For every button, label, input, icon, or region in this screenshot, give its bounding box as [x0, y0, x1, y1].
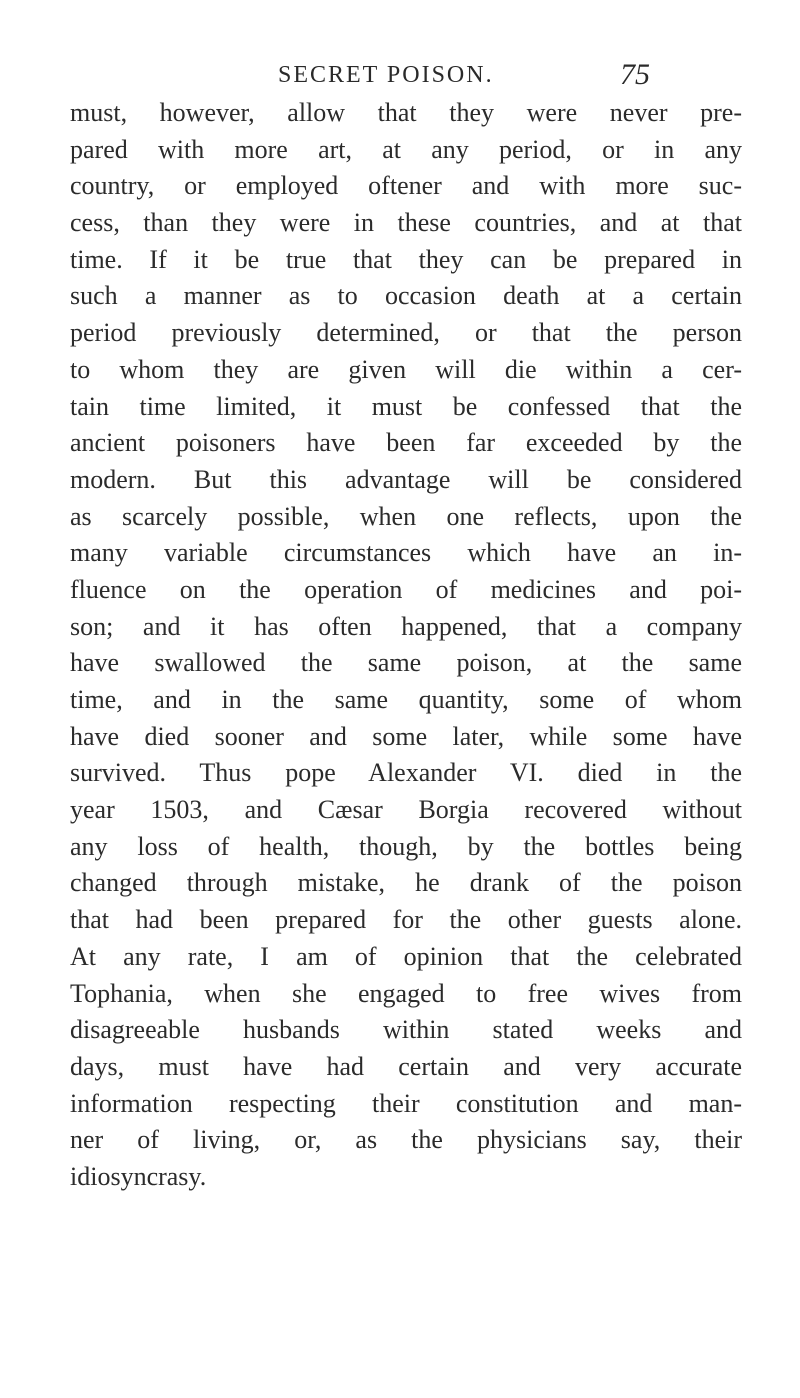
text-line: have died sooner and some later, while some have	[70, 721, 742, 751]
text-line: survived. Thus pope Alexander VI. died in the	[70, 758, 742, 788]
text-line: At any rate, I am of opinion that the celebrated	[70, 941, 742, 971]
running-head	[0, 58, 800, 98]
text-line: cess, than they were in these countries, and at that	[70, 208, 742, 238]
text-line: period previously determined, or that the person	[70, 318, 742, 348]
text-line: such a manner as to occasion death at a certain	[70, 281, 742, 311]
running-title: SECRET POISON.	[278, 62, 494, 88]
text-line: days, must have had certain and very accurate	[70, 1051, 742, 1081]
text-line: information respecting their constitution and man-	[70, 1088, 742, 1118]
text-line: many variable circumstances which have an in-	[70, 538, 742, 568]
text-line: as scarcely possible, when one reflects, upon the	[70, 501, 742, 531]
text-line: have swallowed the same poison, at the same	[70, 648, 742, 678]
text-line: country, or employed oftener and with more suc-	[70, 171, 742, 201]
text-line: disagreeable husbands within stated weeks and	[70, 1015, 742, 1045]
text-line: year 1503, and Cæsar Borgia recovered without	[70, 795, 742, 825]
text-line: idiosyncrasy.	[70, 1161, 207, 1191]
text-line: pared with more art, at any period, or in any	[70, 134, 742, 164]
text-line: ner of living, or, as the physicians say, their	[70, 1125, 742, 1155]
text-line: time. If it be true that they can be prepared in	[70, 244, 742, 274]
text-line: any loss of health, though, by the bottles being	[70, 831, 742, 861]
text-line: son; and it has often happened, that a company	[70, 611, 742, 641]
text-line: fluence on the operation of medicines and poi-	[70, 574, 742, 604]
body-text	[70, 95, 742, 1196]
page-number: 75	[620, 58, 650, 91]
text-line: ancient poisoners have been far exceeded by the	[70, 428, 742, 458]
text-line: time, and in the same quantity, some of whom	[70, 685, 742, 714]
text-line: modern. But this advantage will be considered	[70, 464, 742, 494]
text-line: tain time limited, it must be confessed that the	[70, 391, 742, 421]
text-line: to whom they are given will die within a cer-	[70, 354, 742, 384]
text-line: changed through mistake, he drank of the poison	[70, 868, 742, 898]
text-line: that had been prepared for the other guests alone.	[70, 905, 742, 935]
text-line: must, however, allow that they were never pre-	[70, 98, 742, 127]
text-line: Tophania, when she engaged to free wives from	[70, 978, 742, 1008]
